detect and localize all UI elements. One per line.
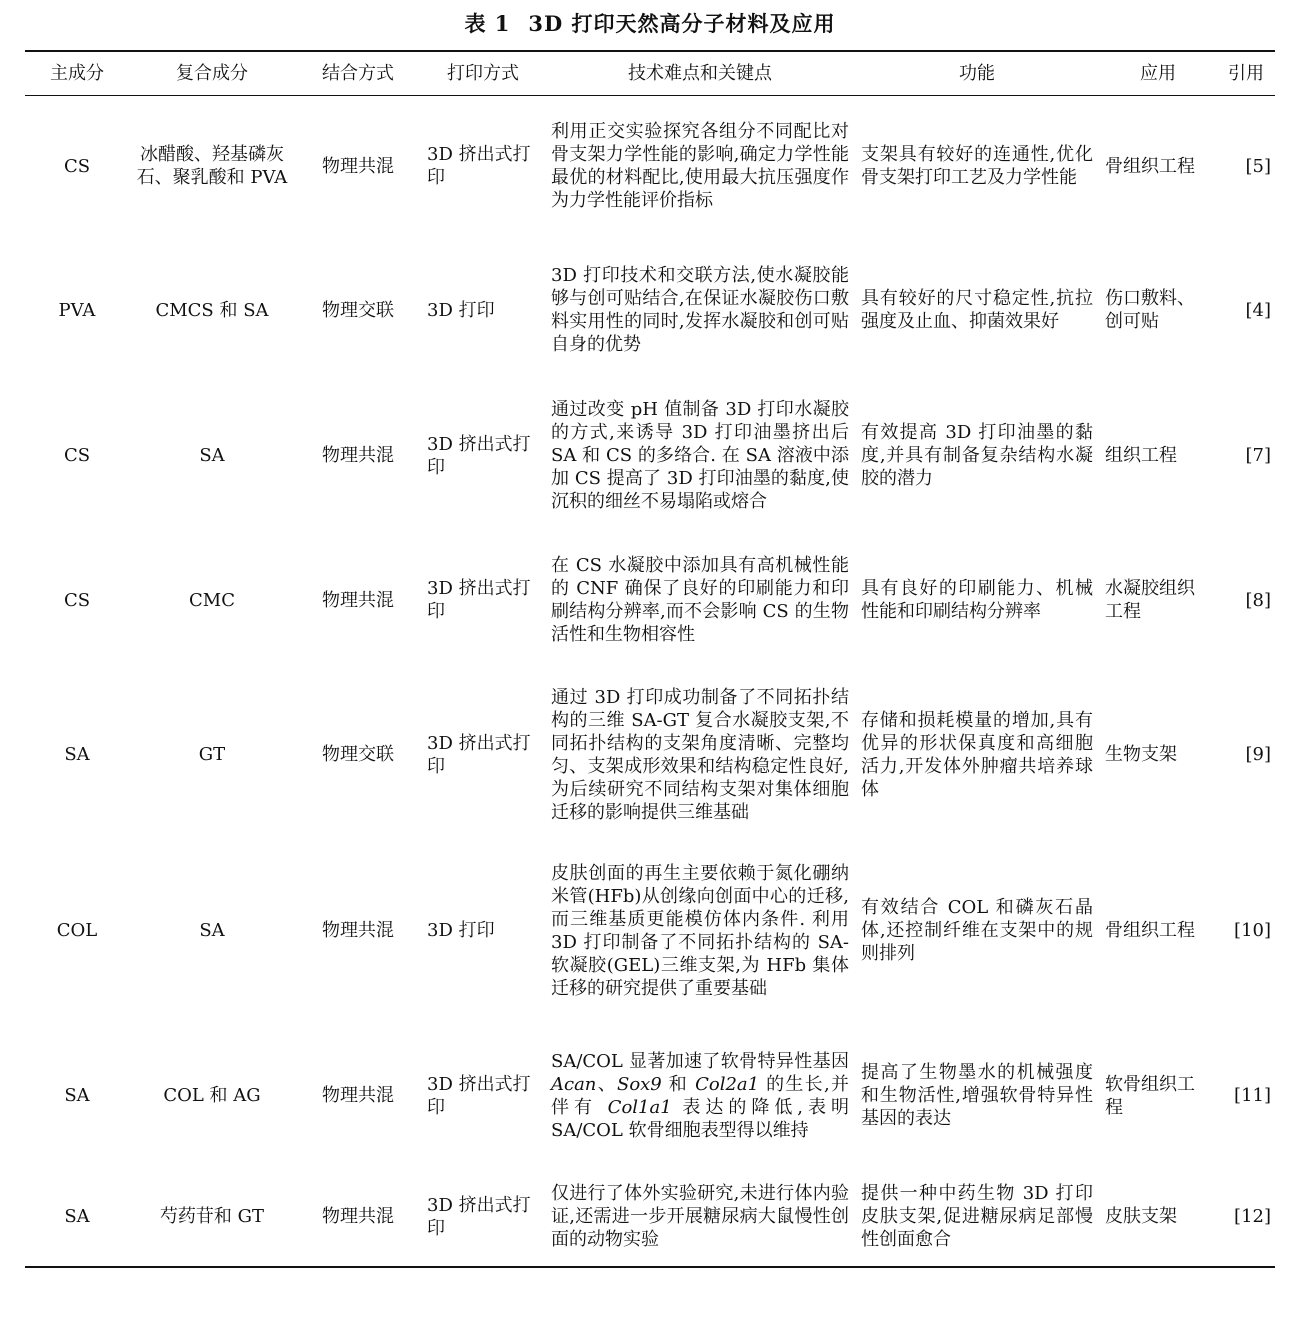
cell-composite: SA (199, 445, 225, 466)
table-row (25, 528, 1275, 672)
cell-function: 提供一种中药生物 3D 打印皮肤支架,促进糖尿病足部慢性创面愈合 (861, 1183, 1093, 1250)
cell-key-points: 3D 打印技术和交联方法,使水凝胶能够与创可贴结合,在保证水凝胶伤口敷料实用性的同时,发挥水凝胶和创可贴自身的优势 (551, 265, 849, 355)
cell-main: CS (63, 155, 91, 177)
cell-ref: [11] (1234, 1085, 1271, 1106)
cell-main: CS (63, 445, 91, 466)
cell-bonding: 物理共混 (322, 1206, 394, 1227)
cell-ref: [8] (1245, 589, 1271, 611)
cell-bonding: 物理共混 (322, 1085, 394, 1106)
cell-function: 有效结合 COL 和磷灰石晶体,还控制纤维在支架中的规则排列 (861, 897, 1093, 964)
cell-bonding: 物理共混 (322, 155, 394, 177)
cell-printing: 3D 挤出式打印 (427, 732, 531, 777)
cell-composite: 芍药苷和 GT (159, 1206, 265, 1227)
table-row (25, 237, 1275, 383)
cell-printing: 3D 打印 (427, 920, 495, 941)
header-row (25, 51, 1275, 95)
cell-application: 组织工程 (1105, 445, 1177, 466)
cell-key-points: 皮肤创面的再生主要依赖于氮化硼纳米管(HFb)从创缘向创面中心的迁移,而三维基质更能模仿体内条件. 利用 3D 打印制备了不同拓扑结构的 SA-软凝胶(GEL)三维支架,为 HFb 集体迁移的研究提供了重要基础 (551, 862, 849, 999)
cell-key-points: SA/COL 显著加速了软骨特异性基因 Acan、Sox9 和 Col2a1 的生长,并伴有 Col1a1 表达的降低,表明 SA/COL 软骨细胞表型得以维持 (551, 1050, 849, 1141)
cell-main: CS (63, 589, 91, 611)
cell-function: 有效提高 3D 打印油墨的黏度,并具有制备复杂结构水凝胶的潜力 (861, 422, 1093, 489)
cell-main: COL (56, 920, 98, 941)
cell-bonding: 物理共混 (322, 589, 394, 611)
cell-composite: CMC (189, 589, 235, 611)
gene-name: Sox9 (616, 1073, 662, 1095)
table-row (25, 383, 1275, 528)
cell-ref: [12] (1234, 1206, 1271, 1227)
table-number: 表 1 (464, 11, 511, 36)
header-composite: 复合成分 (176, 62, 248, 84)
cell-main: SA (64, 1206, 90, 1227)
cell-function: 提高了生物墨水的机械强度和生物活性,增强软骨特异性基因的表达 (861, 1062, 1093, 1129)
cell-function: 具有良好的印刷能力、机械性能和印刷结构分辨率 (861, 578, 1093, 622)
cell-application: 软骨组织工程 (1105, 1073, 1195, 1118)
cell-key-points: 仅进行了体外实验研究,未进行体内验证,还需进一步开展糖尿病大鼠慢性创面的动物实验 (551, 1183, 849, 1250)
cell-application: 水凝胶组织工程 (1105, 578, 1195, 622)
table-row (25, 837, 1275, 1024)
table-row (25, 95, 1275, 237)
header-application: 应用 (1140, 62, 1176, 84)
cell-composite: SA (199, 920, 225, 941)
cell-main: SA (64, 1085, 90, 1106)
cell-printing: 3D 挤出式打印 (427, 144, 531, 189)
header-bonding: 结合方式 (322, 62, 394, 84)
cell-composite: COL 和 AG (163, 1085, 261, 1106)
cell-bonding: 物理交联 (322, 299, 394, 321)
gene-name: Col1a1 (607, 1096, 672, 1118)
cell-ref: [9] (1245, 744, 1271, 765)
header-ref: 引用 (1228, 62, 1264, 84)
header-main: 主成分 (50, 62, 104, 84)
cell-bonding: 物理共混 (322, 920, 394, 941)
cell-function: 具有较好的尺寸稳定性,抗拉强度及止血、抑菌效果好 (861, 288, 1093, 332)
cell-key-points: 在 CS 水凝胶中添加具有高机械性能的 CNF 确保了良好的印刷能力和印刷结构分辨率,而不会影响 CS 的生物活性和生物相容性 (551, 555, 849, 645)
cell-printing: 3D 打印 (427, 299, 495, 321)
cell-printing: 3D 挤出式打印 (427, 433, 531, 478)
cell-main: SA (64, 744, 90, 765)
cell-application: 生物支架 (1105, 744, 1177, 765)
cell-key-points: 利用正交实验探究各组分不同配比对骨支架力学性能的影响,确定力学性能最优的材料配比,使用最大抗压强度作为力学性能评价指标 (551, 121, 849, 212)
table-row (25, 1167, 1275, 1267)
materials-table (25, 50, 1275, 1268)
cell-ref: [10] (1234, 920, 1271, 941)
cell-bonding: 物理交联 (322, 744, 394, 765)
cell-application: 伤口敷料、创可贴 (1105, 288, 1195, 332)
header-function: 功能 (959, 62, 995, 84)
table-row (25, 672, 1275, 837)
cell-function: 存储和损耗模量的增加,具有优异的形状保真度和高细胞活力,开发体外肿瘤共培养球体 (861, 709, 1093, 800)
table-caption (0, 8, 1300, 38)
gene-name: Acan (551, 1073, 597, 1095)
cell-key-points: 通过改变 pH 值制备 3D 打印水凝胶的方式,来诱导 3D 打印油墨挤出后 SA 和 CS 的多络合. 在 SA 溶液中添加 CS 提高了 3D 打印油墨的黏度,使沉积的细丝不易塌陷或熔合 (551, 399, 849, 512)
cell-ref: [7] (1245, 445, 1271, 466)
cell-printing: 3D 挤出式打印 (427, 578, 531, 622)
header-key-points: 技术难点和关键点 (628, 62, 772, 84)
gene-name: Col2a1 (695, 1073, 760, 1095)
cell-function: 支架具有较好的连通性,优化骨支架打印工艺及力学性能 (861, 144, 1093, 189)
table-title: 3D 打印天然高分子材料及应用 (528, 11, 836, 36)
cell-composite: GT (198, 744, 226, 765)
cell-composite: CMCS 和 SA (155, 299, 269, 321)
cell-printing: 3D 挤出式打印 (427, 1073, 531, 1118)
cell-application: 骨组织工程 (1105, 155, 1195, 177)
cell-bonding: 物理共混 (322, 445, 394, 466)
table-row (25, 1024, 1275, 1167)
header-printing: 打印方式 (447, 62, 519, 84)
cell-printing: 3D 挤出式打印 (427, 1194, 531, 1239)
cell-composite: 冰醋酸、羟基磷灰石、聚乳酸和 PVA (136, 144, 288, 189)
cell-ref: [5] (1245, 155, 1271, 177)
cell-key-points: 通过 3D 打印成功制备了不同拓扑结构的三维 SA-GT 复合水凝胶支架,不同拓扑结构的支架角度清晰、完整均匀、支架成形效果和结构稳定性良好,为后续研究不同结构支架对集体细胞迁移的影响提供三维基础 (551, 686, 849, 823)
cell-main: PVA (58, 299, 96, 321)
cell-application: 皮肤支架 (1105, 1206, 1177, 1227)
cell-application: 骨组织工程 (1105, 920, 1195, 941)
cell-ref: [4] (1245, 299, 1271, 321)
